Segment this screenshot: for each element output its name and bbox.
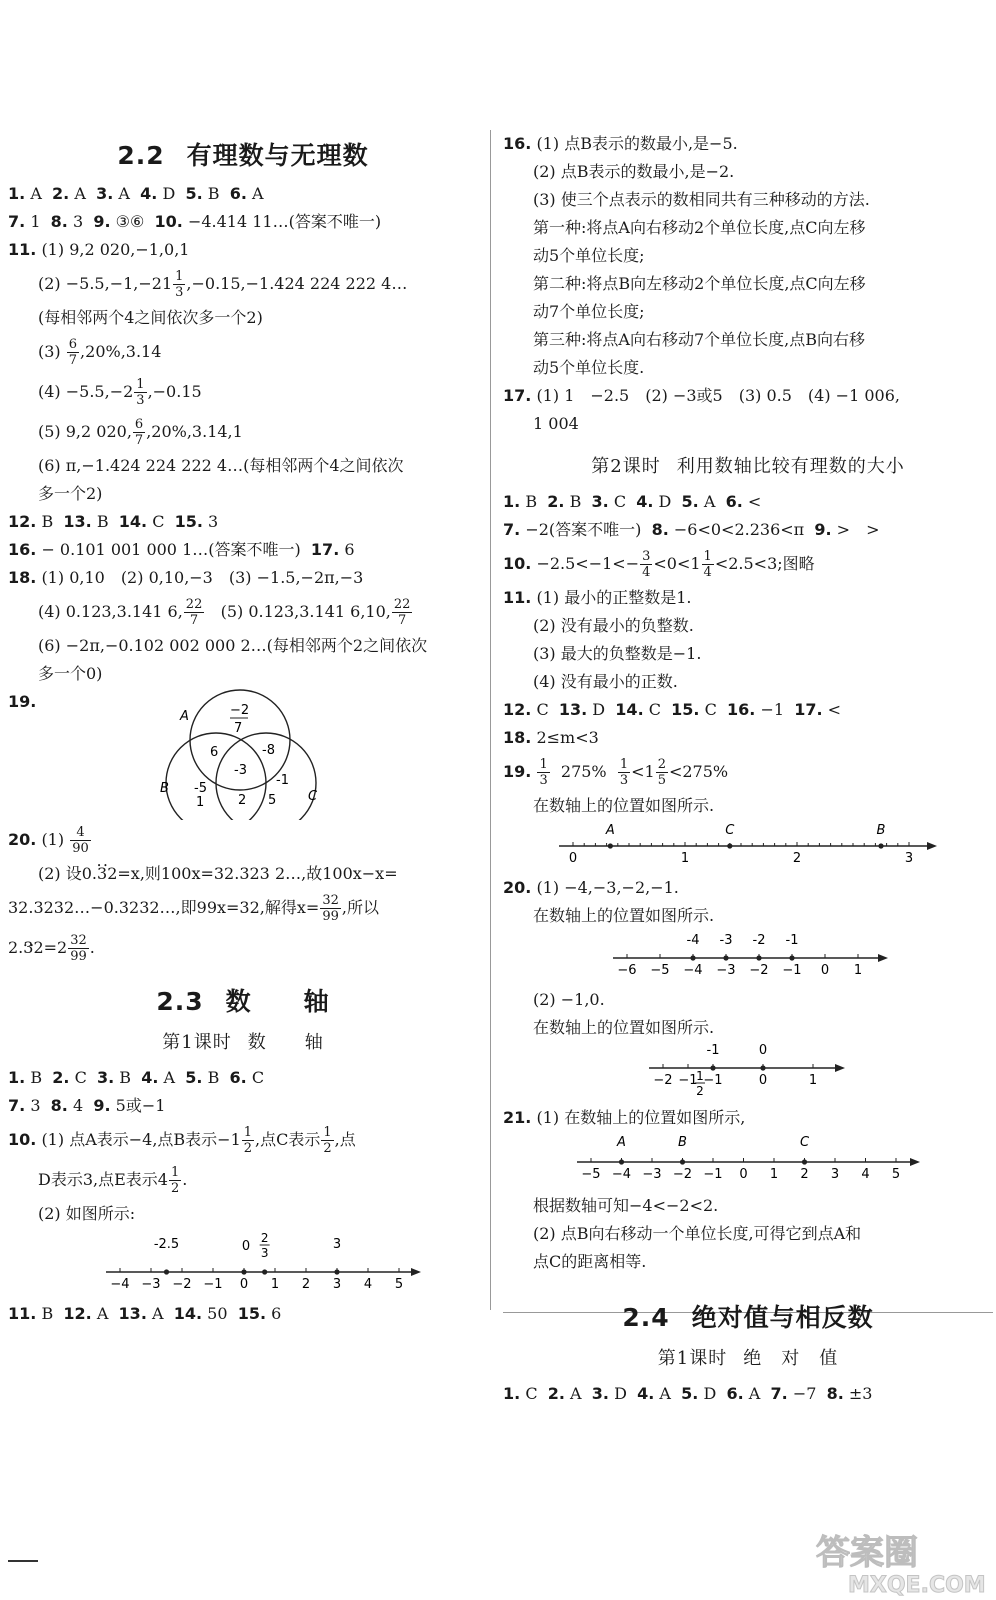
answer-c11-2: (2) 没有最小的负整数. [533, 616, 694, 635]
answer-18-1: 18. (1) 0,10 (2) 0,10,−3 (3) −1.5,−2π,−3 [8, 568, 364, 587]
value-2: 2 [238, 793, 247, 808]
point-marker [710, 1065, 715, 1070]
watermark-url: MXQE.COM [848, 1573, 986, 1598]
tick-label: 2 [800, 1167, 809, 1182]
tick-label: 1 [853, 963, 863, 978]
point-label: -1 [706, 1043, 720, 1058]
number-line-c21 [503, 1132, 993, 1188]
answer-c10: 10. −2.5<−1<− $\frac{3}{4}$ <0<1 $\frac{1}{4}$ <2.5<3;图略 [503, 549, 815, 580]
tick-label: −3 [141, 1277, 161, 1292]
point-marker [619, 1159, 624, 1164]
half-num: 1 [696, 1069, 704, 1083]
point-marker [802, 1159, 807, 1164]
answer-18-6: (6) −2π,−0.102 002 000 2…(每相邻两个2之间依次 [38, 636, 428, 655]
answer-11-5: (5) 9,2 020, $\frac{6}{7}$ ,20%,3.14,1 [38, 417, 243, 448]
tick-label: 2 [301, 1277, 311, 1292]
point-marker [262, 1269, 267, 1274]
tick-label: −1 [203, 1277, 223, 1292]
answer-r17-1: 17. (1) 1 −2.5 (2) −3或5 (3) 0.5 (4) −1 006, [503, 386, 900, 405]
answer-r16-3: (3) 使三个点表示的数相同共有三种移动的方法. [533, 190, 870, 209]
value-top-den: 7 [234, 721, 243, 736]
tick-label: −1 [782, 963, 802, 978]
tick-label: 1 [769, 1167, 779, 1182]
tick-label: 0 [739, 1167, 748, 1182]
answer-c20-2: (2) −1,0. [533, 990, 605, 1009]
answer-r16-1: 16. (1) 点B表示的数最小,是−5. [503, 134, 738, 153]
tick-label: −2 [172, 1277, 192, 1292]
value-6: 6 [210, 745, 219, 760]
point-marker [760, 1065, 765, 1070]
answer-11-4: (4) −5.5,−2 $\frac{1}{3}$ ,−0.15 [38, 377, 202, 408]
watermark-logo [808, 1520, 988, 1598]
point-marker [164, 1269, 169, 1274]
answer-line-c12-17: 12. C 13. D 14. C 15. C 16. −1 17. < [503, 700, 842, 719]
axis-arrow [835, 1064, 845, 1072]
tick-label: 5 [394, 1277, 404, 1292]
value-neg3: -3 [234, 763, 247, 778]
axis-arrow [910, 1158, 920, 1166]
number-line-b10 [8, 1228, 478, 1296]
answer-b10-1-cont: D表示3,点E表示4 $\frac{1}{2}$ . [38, 1165, 188, 1196]
point-label-frac-den: 3 [260, 1246, 269, 1260]
point-marker [241, 1269, 246, 1274]
point-label: -2 [752, 933, 766, 948]
point-label-c: C [725, 823, 735, 838]
answer-c21-3: (2) 点B向右移动一个单位长度,可得它到点A和 [533, 1224, 862, 1243]
answer-line-b1-6: 1. B 2. C 3. B 4. A 5. B 6. C [8, 1068, 265, 1087]
answer-line-c1-6: 1. B 2. B 3. C 4. D 5. A 6. < [503, 492, 762, 511]
answer-r16-7: 动7个单位长度; [533, 302, 645, 321]
point-label-c: C [799, 1135, 810, 1150]
tick-label: 1 [270, 1277, 280, 1292]
point-label-zero: 0 [241, 1239, 251, 1254]
answer-11-3: (3) $\frac{6}{7}$ ,20%,3.14 [38, 337, 162, 368]
answer-18-4: (4) 0.123,3.141 6, $\frac{22}{7}$ (5) 0.123,3.141 6,10, $\frac{22}{7}$ [38, 597, 411, 628]
answer-c21-4: 点C的距离相等. [533, 1252, 647, 1271]
answer-line-12-15: 12. B 13. B 14. C 15. 3 [8, 512, 219, 531]
section-title-2-3: 2.3 数 轴 [156, 987, 330, 1016]
watermark-text: 答案圈 [816, 1533, 918, 1573]
axis-arrow [927, 842, 937, 850]
point-label: 0 [758, 1043, 768, 1058]
value-5: 5 [268, 793, 277, 808]
answer-c21-1: 21. (1) 在数轴上的位置如图所示, [503, 1108, 746, 1127]
tick-label: −1 [703, 1167, 723, 1182]
value-1: 1 [196, 795, 205, 810]
point-label-a: A [617, 1135, 626, 1150]
answer-line-d1-8: 1. C 2. A 3. D 4. A 5. D 6. A 7. −7 8. ±3 [503, 1384, 873, 1403]
point-marker [680, 1159, 685, 1164]
answer-c11-1: 11. (1) 最小的正整数是1. [503, 588, 692, 607]
answer-c11-4: (4) 没有最小的正数. [533, 672, 678, 691]
point-marker [723, 955, 728, 960]
value-neg1: -1 [276, 773, 289, 788]
tick-label: −5 [581, 1167, 601, 1182]
point-label: -3 [719, 933, 733, 948]
answer-c21-2: 根据数轴可知−4<−2<2. [533, 1196, 719, 1215]
answer-20-2-end: 2.• • 32=2 $\frac{32}{99}$ . [8, 928, 478, 968]
answer-b10-2: (2) 如图所示: [38, 1204, 136, 1223]
label-b: B [160, 781, 169, 796]
answer-c20-note2: 在数轴上的位置如图所示. [533, 1018, 715, 1037]
number-line-c19 [503, 820, 993, 870]
tick-label: 0 [758, 1073, 768, 1088]
tick-label: −2 [749, 963, 769, 978]
answer-11-6-cont: 多一个2) [38, 484, 103, 503]
tick-label: 3 [904, 851, 914, 866]
left-column [8, 130, 478, 1328]
answer-b10-1: 10. (1) 点A表示−4,点B表示−1 $\frac{1}{2}$ ,点C表示 $\frac{1}{2}$ ,点 [8, 1125, 356, 1156]
point-label-b: B [876, 823, 886, 838]
answer-c20-note1: 在数轴上的位置如图所示. [533, 906, 715, 925]
tick-label: 3 [332, 1277, 342, 1292]
tick-label: −5 [650, 963, 670, 978]
answer-r16-9: 动5个单位长度. [533, 358, 645, 377]
answer-line-7-10: 7. 1 8. 3 9. ③⑥ 10. −4.414 11…(答案不唯一) [8, 212, 382, 231]
answer-c20-1: 20. (1) −4,−3,−2,−1. [503, 878, 679, 897]
point-marker [608, 843, 613, 848]
tick-label: 0 [239, 1277, 249, 1292]
tick-label: 1 [808, 1073, 818, 1088]
page-number-mark [8, 1560, 38, 1562]
answer-18-6-cont: 多一个0) [38, 664, 103, 683]
answer-11-6: (6) π,−1.424 224 222 4…(每相邻两个4之间依次 [38, 456, 404, 475]
answer-11-2-note: (每相邻两个4之间依次多一个2) [38, 308, 263, 327]
answer-11-2: (2) −5.5,−1,−21 $\frac{1}{3}$ ,−0.15,−1.424 224 222 4… [38, 269, 408, 300]
tick-label: −1 [703, 1073, 723, 1088]
answer-20-2-cont: 32.3232…−0.3232…,即99x=32,解得x= $\frac{32}{99}$ ,所以 [8, 893, 379, 924]
section-title-2-4: 2.4 绝对值与相反数 [622, 1303, 874, 1332]
lesson-title-2-4-1: 第1课时 绝 对 值 [657, 1348, 839, 1369]
number-line-c20-1 [503, 930, 993, 982]
answer-line-b11-15: 11. B 12. A 13. A 14. 50 15. 6 [8, 1304, 282, 1323]
tick-label: 1 [680, 851, 690, 866]
tick-label: −3 [716, 963, 736, 978]
axis-arrow [411, 1268, 421, 1276]
number-line-c20-2 [503, 1042, 993, 1100]
half-den: 2 [696, 1084, 704, 1098]
point-marker [878, 843, 883, 848]
point-label-frac-num: 2 [260, 1231, 269, 1245]
axis-arrow [878, 954, 888, 962]
point-marker [690, 955, 695, 960]
label-c: C [308, 789, 318, 804]
lesson-title-2-3-1: 第1课时 数 轴 [162, 1032, 324, 1053]
point-marker [756, 955, 761, 960]
answer-r16-5: 动5个单位长度; [533, 246, 645, 265]
point-label-a: -2.5 [153, 1237, 180, 1252]
section-name: 有理数与无理数 [186, 141, 369, 170]
section-number: 2.2 [117, 141, 165, 170]
answer-r16-8: 第三种:将点A向右移动7个单位长度,点B向右移 [533, 330, 865, 349]
tick-label: 3 [830, 1167, 840, 1182]
tick-label: 4 [363, 1277, 373, 1292]
answer-line-1-6: 1. A 2. A 3. A 4. D 5. B 6. A [8, 184, 264, 203]
tick-label: 4 [861, 1167, 870, 1182]
tick-label: −6 [617, 963, 637, 978]
point-label-c: 3 [332, 1237, 342, 1252]
answer-r16-6: 第二种:将点B向左移动2个单位长度,点C向左移 [533, 274, 866, 293]
tick-label: 2 [792, 851, 802, 866]
tick-label: −1 [678, 1073, 698, 1088]
point-marker [789, 955, 794, 960]
answer-c19: 19. $\frac{1}{3}$ 275% $\frac{1}{3}$ <1 $\frac{2}{5}$ <275% [503, 757, 729, 788]
point-marker [334, 1269, 339, 1274]
tick-label: 0 [568, 851, 578, 866]
answer-r16-4: 第一种:将点A向右移动2个单位长度,点C向左移 [533, 218, 866, 237]
tick-label: −2 [672, 1167, 693, 1182]
answer-11-1: 11. (1) 9,2 020,−1,0,1 [8, 240, 190, 259]
right-column [503, 130, 993, 1408]
point-marker [727, 843, 732, 848]
answer-line-c7-9: 7. −2(答案不唯一) 8. −6<0<2.236<π 9. > > [503, 520, 880, 539]
column-divider [490, 130, 491, 1310]
venn-diagram [8, 688, 478, 820]
tick-label: 5 [891, 1167, 901, 1182]
value-neg8: -8 [262, 743, 275, 758]
answer-line-16-17: 16. − 0.101 001 000 1…(答案不唯一) 17. 6 [8, 540, 355, 559]
value-top-num: −2 [230, 703, 250, 718]
answer-19: 19. A B C −2 7 6 -3 -8 -5 1 2 -1 5 [8, 688, 478, 820]
tick-label: −2 [653, 1073, 673, 1088]
point-label-a: A [605, 823, 615, 838]
tick-label: −4 [110, 1277, 130, 1292]
answer-c11-3: (3) 最大的负整数是−1. [533, 644, 702, 663]
answer-20-1: 20. (1) $\frac{4}{90}$ [8, 825, 89, 856]
lesson-title-2-3-2: 第2课时 利用数轴比较有理数的大小 [591, 456, 905, 477]
answer-20-2: (2) 设0.• • 32=x,则100x=32.323 2…,故100x−x= [8, 860, 478, 888]
answer-c19-note: 在数轴上的位置如图所示. [533, 796, 715, 815]
point-label: -4 [686, 933, 700, 948]
answer-c18: 18. 2≤m<3 [503, 728, 599, 747]
tick-label: −3 [642, 1167, 662, 1182]
answer-r17-2: 1 004 [533, 414, 579, 433]
tick-label: −4 [611, 1167, 632, 1182]
point-label: -1 [785, 933, 799, 948]
answer-line-b7-9: 7. 3 8. 4 9. 5或−1 [8, 1096, 166, 1115]
label-a: A [180, 709, 189, 724]
answer-r16-2: (2) 点B表示的数最小,是−2. [533, 162, 735, 181]
section-title-2-2 [8, 136, 478, 172]
value-neg5: -5 [194, 781, 207, 796]
tick-label: 0 [820, 963, 830, 978]
point-label-b: B [678, 1135, 687, 1150]
tick-label: −4 [683, 963, 703, 978]
